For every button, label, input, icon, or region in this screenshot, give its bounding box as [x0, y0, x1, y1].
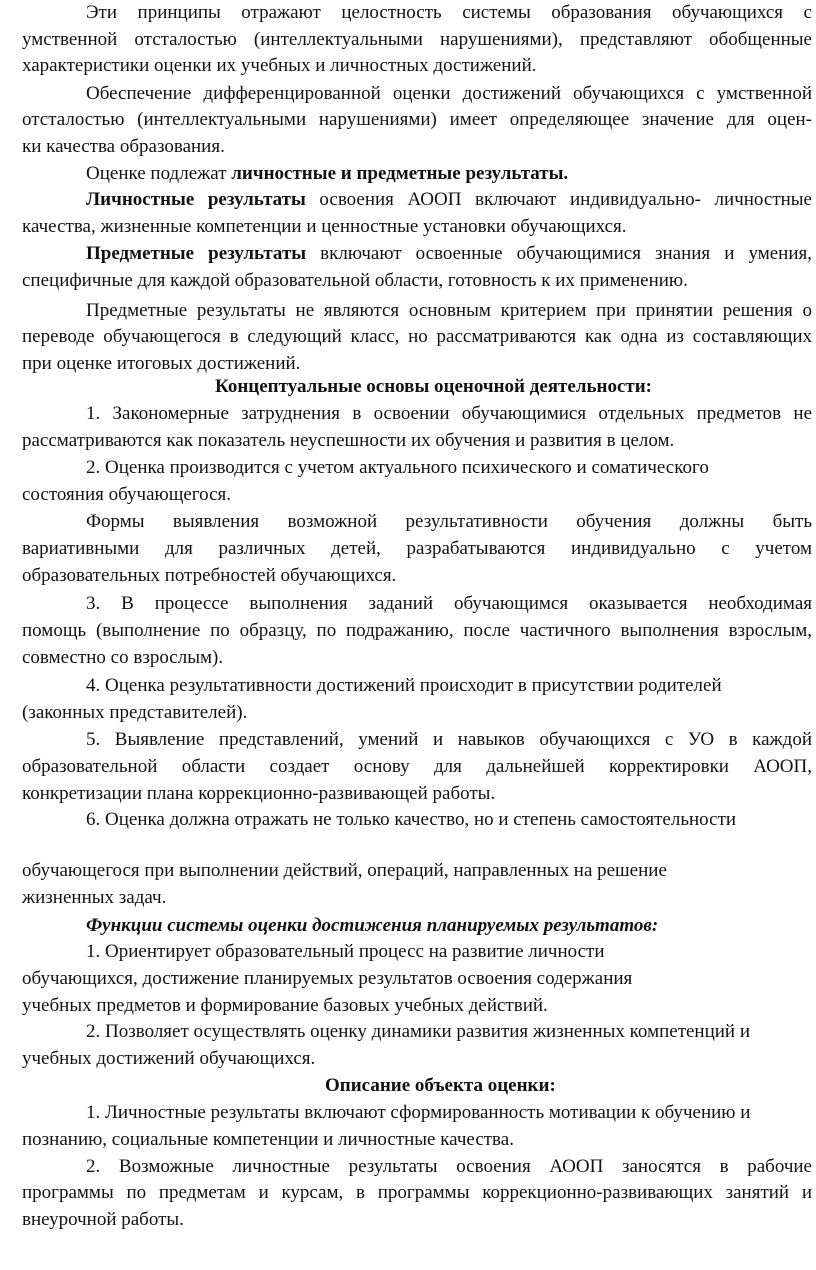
text-run: Формы выявления возможной результативности обучения должны быть [86, 511, 812, 532]
text-line [22, 106, 812, 133]
text-line [86, 672, 812, 699]
text-run: образовательной области создает основу для дальнейшей корректировки АООП, [22, 756, 812, 777]
text-run: внеурочной работы. [22, 1209, 184, 1230]
text-line [22, 992, 812, 1019]
text-line [86, 1099, 812, 1126]
text-line [86, 726, 812, 753]
text-run: Предметные результаты не являются основным критерием при принятии решения о [86, 300, 812, 321]
text-line [22, 267, 812, 294]
text-line [22, 753, 812, 780]
text-line [22, 562, 812, 589]
text-line [22, 26, 812, 53]
text-line [86, 508, 812, 535]
text-run: отсталостью (интеллектуальными нарушениями) имеет определяющее значение для оцен- [22, 109, 812, 130]
text-run: вариативными для различных детей, разрабатываются индивидуально с учетом [22, 538, 812, 559]
text-run: Эти принципы отражают целостность системы образования обучающихся с [86, 2, 812, 23]
text-run: учебных предметов и формирование базовых учебных действий. [22, 995, 548, 1016]
text-line [86, 240, 812, 267]
text-line [22, 323, 812, 350]
text-run: включают освоенные обучающимися знания и умения, [306, 243, 812, 264]
text-run: 5. Выявление представлений, умений и навыков обучающихся с УО в каждой [86, 729, 812, 750]
text-line [86, 160, 812, 187]
emphasis-text: Личностные результаты [86, 189, 306, 210]
text-line [86, 938, 812, 965]
text-run: ки качества образования. [22, 136, 225, 157]
text-line [22, 1045, 812, 1072]
section-heading [325, 1072, 625, 1099]
text-line [22, 699, 812, 726]
text-run: характеристики оценки их учебных и личностных достижений. [22, 55, 537, 76]
text-run: 1. Закономерные затруднения в освоении обучающимися отдельных предметов не [86, 403, 812, 424]
text-run: 4. Оценка результативности достижений происходит в присутствии родителей [86, 675, 722, 696]
text-line [86, 186, 812, 213]
text-line [22, 644, 812, 671]
text-line [22, 133, 812, 160]
text-line [86, 0, 812, 26]
text-run: 2. Позволяет осуществлять оценку динамики развития жизненных компетенций и [86, 1021, 751, 1042]
emphasis-text: Концептуальные основы оценочной деятельности: [215, 376, 653, 397]
emphasis-text: личностные и предметные результаты. [231, 163, 569, 184]
section-heading [215, 373, 695, 400]
text-run: познанию, социальные компетенции и личностные качества. [22, 1129, 514, 1150]
text-run: 2. Оценка производится с учетом актуального психического и соматического [86, 457, 709, 478]
text-line [22, 780, 812, 807]
text-run: программы по предметам и курсам, в программы коррекционно-развивающих занятий и [22, 1182, 812, 1203]
text-line [86, 400, 812, 427]
text-run: переводе обучающегося в следующий класс, но рассматриваются как одна из составляющих [22, 326, 812, 347]
text-run: помощь (выполнение по образцу, по подражанию, после частичного выполнения взрослым, [22, 620, 812, 641]
text-run: при оценке итоговых достижений. [22, 353, 301, 374]
text-run: 1. Ориентирует образовательный процесс на развитие личности [86, 941, 605, 962]
text-run: 3. В процессе выполнения заданий обучающимся оказывается необходимая [86, 593, 812, 614]
text-run: Обеспечение дифференцированной оценки достижений обучающихся с умственной [86, 83, 812, 104]
text-run: качества, жизненные компетенции и ценностные установки обучающихся. [22, 216, 627, 237]
text-line [22, 213, 812, 240]
text-run: обучающегося при выполнении действий, операций, направленных на решение [22, 860, 667, 881]
text-line [22, 481, 812, 508]
text-line [22, 1179, 812, 1206]
text-run: 1. Личностные результаты включают сформированность мотивации к обучению и [86, 1102, 751, 1123]
emphasis-text: Предметные результаты [86, 243, 307, 264]
text-run: совместно со взрослым). [22, 647, 224, 668]
text-run: обучающихся, достижение планируемых результатов освоения содержания [22, 968, 633, 989]
text-line [86, 806, 812, 833]
text-run: учебных достижений обучающихся. [22, 1048, 316, 1069]
text-run: освоения АООП включают индивидуально- личностные [305, 189, 812, 210]
text-line [86, 297, 812, 324]
text-run: (законных представителей). [22, 702, 248, 723]
text-run: конкретизации плана коррекционно-развивающей работы. [22, 783, 496, 804]
text-run: 6. Оценка должна отражать не только качество, но и степень самостоятельности [86, 809, 737, 830]
text-line [86, 454, 812, 481]
text-line [22, 965, 812, 992]
text-run: рассматриваются как показатель неуспешности их обучения и развития в целом. [22, 430, 675, 451]
text-line [22, 535, 812, 562]
text-run: специфичные для каждой образовательной области, готовность к их применению. [22, 270, 688, 291]
text-run: 2. Возможные личностные результаты освоения АООП заносятся в рабочие [86, 1156, 812, 1177]
text-line [22, 1126, 812, 1153]
text-line [22, 427, 812, 454]
text-line [86, 590, 812, 617]
text-line [86, 1153, 812, 1180]
text-line [22, 857, 812, 884]
text-run: состояния обучающегося. [22, 484, 231, 505]
emphasis-text: Функции системы оценки достижения планируемых результатов: [86, 915, 659, 936]
text-line [22, 52, 812, 79]
text-line [86, 80, 812, 107]
text-run: образовательных потребностей обучающихся. [22, 565, 397, 586]
text-line [22, 617, 812, 644]
text-run: жизненных задач. [22, 887, 167, 908]
text-line [22, 884, 812, 911]
emphasis-text: Описание объекта оценки: [325, 1075, 556, 1096]
text-line [22, 1206, 812, 1233]
text-run: Оценке подлежат [86, 163, 232, 184]
text-line [86, 912, 812, 939]
text-run: умственной отсталостью (интеллектуальными нарушениями), представляют обобщенные [22, 29, 812, 50]
text-line [86, 1018, 812, 1045]
